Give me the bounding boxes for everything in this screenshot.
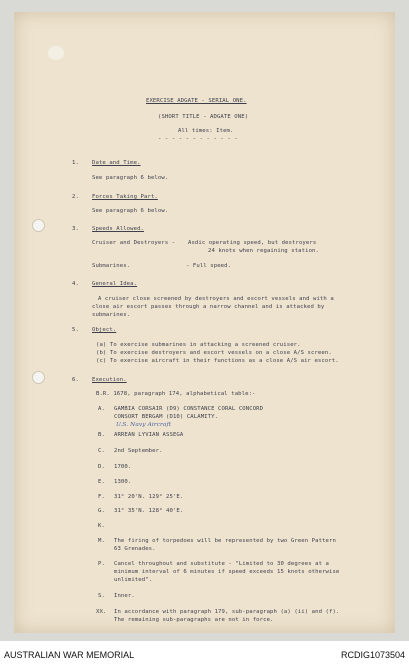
item-p-key: P. [98,561,105,567]
section-1-number: 1. [72,160,79,166]
cruiser-speed-line-2: 24 knots when regaining station. [208,248,319,254]
section-1-body: See paragraph 6 below. [92,175,169,181]
item-m-key: M. [98,538,105,544]
item-s-key: S. [98,593,105,599]
cruiser-label: Cruiser and Destroyers - [92,240,176,246]
document-short-title: (SHORT TITLE - ADGATE ONE) [158,114,249,120]
item-m-line-2: 63 Grenades. [114,546,156,552]
object-a: (a) To exercise submarines in attacking a screened cruiser. [96,342,301,348]
section-4-number: 4. [72,281,79,287]
item-xx-line-1: In accordance with paragraph 179, sub-paragraph (a) (ii) and (f). [114,609,340,615]
item-a-handwritten: U.S. Navy Aircraft [116,422,172,428]
header-rule: - - - - - - - - - - - - [158,136,238,142]
item-p-line-2: minimum interval of 6 minutes if speed exceeds 15 knots otherwise [114,569,340,575]
item-b-key: B. [98,432,105,438]
section-6-heading: Execution. [92,377,127,383]
section-1-heading: Date and Time. [92,160,141,166]
execution-intro: B.R. 1678, paragraph 174, alphabetical table:- [96,391,256,397]
item-a-key: A. [98,406,105,412]
item-a-line-1: GAMBIA CORSAIR (D9) CONSTANCE CORAL CONCORD [114,406,264,412]
item-d-key: D. [98,464,105,470]
punch-hole-lower [32,371,45,384]
submarines-speed: - Full speed. [186,263,232,269]
item-s-value: Inner. [114,593,135,599]
item-xx-key: XX. [96,609,107,615]
item-p-line-3: unlimited". [114,577,153,583]
section-6-number: 6. [72,377,79,383]
section-3-heading: Speeds Allowed. [92,226,145,232]
cruiser-speed-line-1: Asdic operating speed, but destroyers [188,240,317,246]
item-c-key: C. [98,448,105,454]
section-3-number: 3. [72,226,79,232]
section-2-number: 2. [72,194,79,200]
object-b: (b) To exercise destroyers and escort vessels on a close A/S screen. [96,350,332,356]
item-b-value: ARREAN LYVIAN ASSEGA [114,432,184,438]
paper-stain [48,46,64,60]
section-2-body: See paragraph 6 below. [92,208,169,214]
item-a-line-2: CONSORT BERGAM (D10) CALAMITY. [114,414,219,420]
general-idea-line-2: close air escort passes through a narrow channel and is attacked by [92,304,325,310]
item-g-value: 31° 35'N. 128° 40'E. [114,508,184,514]
item-g-key: G. [98,508,105,514]
document-title: EXERCISE ADGATE - SERIAL ONE. [146,98,247,104]
submarines-label: Submarines. [92,263,131,269]
item-e-key: E. [98,479,105,485]
item-xx-line-2: The remaining sub-paragraphs are not in force. [114,617,274,623]
object-c: (c) To exercise aircraft in their functions as a close A/S air escort. [96,358,339,364]
section-4-heading: General Idea. [92,281,138,287]
item-k-key: K. [98,523,105,529]
section-2-heading: Forces Taking Part. [92,194,158,200]
item-p-line-1: Cancel throughout and substitute - "Limited to 30 degrees at a [114,561,329,567]
item-e-value: 1300. [114,479,132,485]
item-c-value: 2nd September. [114,448,163,454]
section-5-heading: Object. [92,327,117,333]
archive-footer [0,641,409,666]
item-m-line-1: The firing of torpedoes will be represented by two Green Pattern [114,538,336,544]
times-note: All times: Item. [178,128,234,134]
item-f-value: 31° 20'N. 129° 25'E. [114,494,184,500]
general-idea-line-1: A cruiser close screened by destroyers and escort vessels and with a [98,296,334,302]
general-idea-line-3: submarines. [92,312,131,318]
item-f-key: F. [98,494,105,500]
punch-hole-upper [32,219,45,232]
item-d-value: 1700. [114,464,132,470]
section-5-number: 5. [72,327,79,333]
archive-reference: RCDIG1073504 [340,650,405,660]
archive-name: AUSTRALIAN WAR MEMORIAL [4,650,135,660]
